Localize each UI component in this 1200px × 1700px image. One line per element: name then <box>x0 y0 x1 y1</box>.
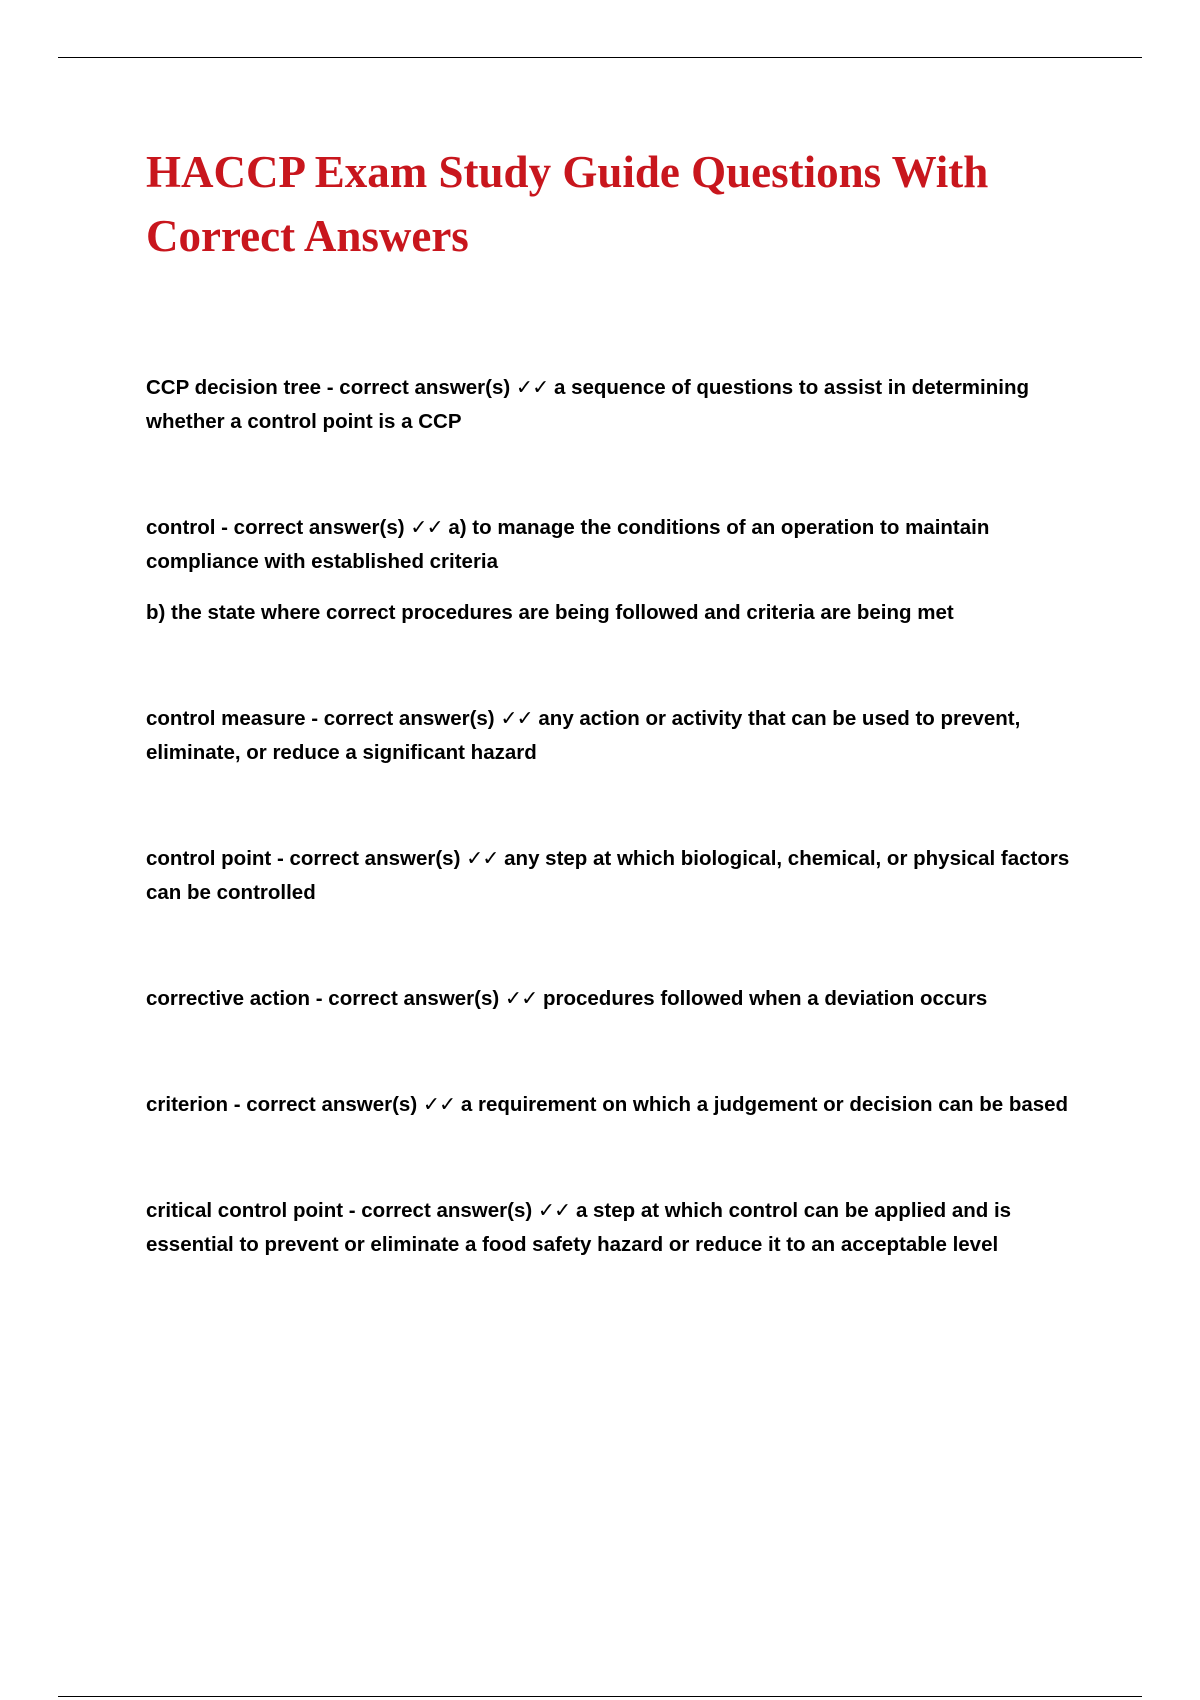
qa-term: criterion <box>146 1093 229 1116</box>
qa-answer-continued: b) the state where correct procedures are being followed and criteria are being met <box>146 601 954 624</box>
qa-list <box>146 370 1076 1262</box>
qa-term: control point <box>146 847 272 870</box>
qa-entry <box>146 701 1076 770</box>
qa-item-critical-control-point <box>146 1193 1076 1262</box>
answer-separator: - correct answer(s) <box>310 987 505 1010</box>
qa-answer: any action or activity that can be used to prevent, eliminate, or reduce a significant hazard <box>146 707 1021 764</box>
qa-answer: a requirement on which a judgement or decision can be based <box>460 1093 1069 1116</box>
qa-term: critical control point <box>146 1199 344 1222</box>
qa-term: control measure <box>146 707 306 730</box>
answer-separator: - correct answer(s) <box>343 1199 538 1222</box>
double-check-icon: ✓✓ <box>515 375 549 399</box>
qa-answer: a) to manage the conditions of an operation to maintain compliance with established criteria <box>146 516 990 573</box>
qa-answer: a sequence of questions to assist in determining whether a control point is a CCP <box>146 376 1029 433</box>
qa-item-ccp-decision-tree <box>146 370 1076 439</box>
answer-separator: - correct answer(s) <box>305 707 501 730</box>
qa-entry <box>146 841 1076 910</box>
qa-item-corrective-action <box>146 981 1076 1016</box>
answer-separator: - correct answer(s) <box>321 376 516 399</box>
qa-entry <box>146 981 1076 1016</box>
qa-entry <box>146 1087 1076 1122</box>
qa-item-control-measure <box>146 701 1076 770</box>
qa-item-criterion <box>146 1087 1076 1122</box>
qa-term: CCP decision tree <box>146 376 322 399</box>
qa-entry <box>146 1193 1076 1262</box>
document-title: HACCP Exam Study Guide Questions With Correct Answers <box>146 147 989 261</box>
qa-item-control <box>146 510 1076 630</box>
double-check-icon: ✓✓ <box>500 706 533 730</box>
answer-separator: - correct answer(s) <box>228 1093 423 1116</box>
qa-answer: any step at which biological, chemical, or physical factors can be controlled <box>146 847 1070 904</box>
double-check-icon: ✓✓ <box>537 1198 571 1222</box>
double-check-icon: ✓✓ <box>410 515 443 539</box>
answer-separator: - correct answer(s) <box>271 847 467 870</box>
double-check-icon: ✓✓ <box>466 846 499 870</box>
qa-answer: a step at which control can be applied and is essential to prevent or eliminate a food safety hazard or reduce it to an acceptable level <box>146 1199 1012 1256</box>
qa-term: corrective action <box>146 987 311 1010</box>
qa-answer: procedures followed when a deviation occurs <box>542 987 988 1010</box>
double-check-icon: ✓✓ <box>422 1092 456 1116</box>
qa-entry <box>146 370 1076 439</box>
qa-item-control-point <box>146 841 1076 910</box>
double-check-icon: ✓✓ <box>504 986 538 1010</box>
bottom-rule <box>58 1696 1142 1697</box>
qa-term: control <box>146 516 216 539</box>
answer-separator: - correct answer(s) <box>215 516 411 539</box>
qa-entry <box>146 510 1076 579</box>
top-rule <box>58 57 1142 58</box>
